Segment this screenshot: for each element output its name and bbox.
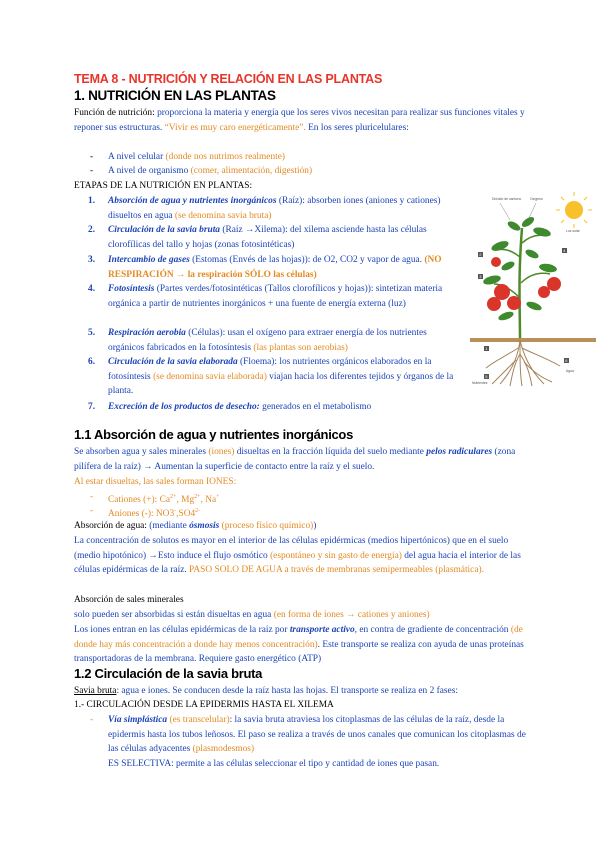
svg-text:3: 3 xyxy=(479,274,482,279)
svg-text:1: 1 xyxy=(485,346,488,351)
roots xyxy=(486,340,560,386)
diagram-label-water: Agua xyxy=(566,369,574,373)
diagram-label-sun: Luz solar xyxy=(566,229,580,233)
intro-label: Función de nutrición: xyxy=(74,108,155,118)
etapas-title: ETAPAS DE LA NUTRICIÓN EN PLANTAS: xyxy=(74,181,253,191)
intro-paragraph xyxy=(74,106,526,135)
cationes-item: Cationes (+): $Ca^{2+}$, $Mg^{2+}$, Na+ xyxy=(108,494,220,506)
dash-marker: - xyxy=(90,715,94,725)
soil-line xyxy=(470,338,596,342)
dash-marker: - xyxy=(90,152,94,162)
svg-text:5: 5 xyxy=(485,374,488,379)
sales-paragraph: solo pueden ser absorbidas si están disueltas en agua (en forma de iones → cationes y aniones) xyxy=(74,610,430,620)
subheading-epidermis-xilema: 1.- CIRCULACIÓN DESDE LA EPIDERMIS HASTA EL XILEMA xyxy=(74,700,334,710)
plant-nutrition-illustration xyxy=(470,188,596,388)
level-item: A nivel de organismo (comer, alimentación, digestión) xyxy=(108,166,313,176)
svg-text:2: 2 xyxy=(479,252,482,257)
level-item: A nivel celular (donde nos nutrimos realmente) xyxy=(108,152,286,162)
diagram-label-nutrients: Nutrientes xyxy=(472,381,488,385)
osmosis-paragraph: La concentración de solutos es mayor en el interior de las células epidérmicas (medios hipertónicos) que en el suelo (medio hipotónico) →Esto induce el flujo osmótico (espontáneo y sin gasto de energía) del agua hacia el interior de las células epidérmicas de la raíz. PASO SOLO DE AGUA a través de membranas semipermeables (plasmática). xyxy=(74,536,521,576)
svg-text:6: 6 xyxy=(565,358,568,363)
document-title: TEMA 8 - NUTRICIÓN Y RELACIÓN EN LAS PLANTAS xyxy=(74,72,383,86)
document-page: TEMA 8 - NUTRICIÓN Y RELACIÓN EN LAS PLANTAS 1. NUTRICIÓN EN LAS PLANTAS Función de nutrición: proporciona la materia y energía que los seres vivos necesitan para realizar sus funciones vitales y reponer sus estructuras. “Vivir es muy caro energéticamente”. En los seres pluricelulares: - A nivel celular (donde nos nutrimos realmente) - A nivel de organismo (comer, alimentación, digestión) ETAPAS DE LA NUTRICIÓN EN PLANTAS: 1. Absorción de agua y nutrientes inorgánicos (Raíz): absorben iones (aniones y cationes) disueltos en agua (se denomina savia bruta) 2. Circulación de la savia bruta (Raíz →Xilema): del xilema asciende hasta las células clorofílicas del tallo y hojas (zonas fotosintéticas) 3. Intercambio de gases (Estomas (Envés de las hojas)): de O2, CO2 y vapor de agua. (NO RESPIRACIÓN → la respiración SÓLO las células) 4. Fotosíntesis (Partes verdes/fotosintéticas (Tallos clorofílicos y hojas)): sintetizan materia orgánica a partir de nutrientes inorgánicos + una fuente de energía externa (luz) 5. Respiración aerobia (Células): usan el oxígeno para extraer energía de los nutrientes orgánicos fabricados en la fotosíntesis (las plantas son aerobias) 6. Circulación de la savia elaborada (Floema): los nutrientes orgánicos elaborados en la fotosíntesis (se denomina savia elaborada) viajan hacia los diferentes tejidos y órganos de la planta. 7. Excreción de los productos de desecho: generados en el metabolismo Dióxido de carbono Oxígeno Luz solar 1 2 3 4 5 6 Agua Nutrientes 1.1 Absorción de agua y nutrientes inorgánicos Se absorben agua y sales minerales (iones) disueltas en la fracción líquida del suelo mediante pelos radiculares (zona pilífera de la raíz) → Aumentan la superficie de contacto entre la raíz y el suelo. Al estar disueltas, las sales forman IONES: - Cationes (+): $Ca^{2+}$, $Mg^{2+}$, Na+ - Aniones (-): $NO3^-,SO4^{2-}$ Absorción de agua: (mediante ósmosis (proceso físico químico)) La concentración de solutos es mayor en el interior de las células epidérmicas (medios hipertónicos) que en el suelo (medio hipotónico) →Esto induce el flujo osmótico (espontáneo y sin gasto de energía) del agua hacia el interior de las células epidérmicas de la raíz. PASO SOLO DE AGUA a través de membranas semipermeables (plasmática). Absorción de sales minerales solo pueden ser absorbidas si están disueltas en agua (en forma de iones → cationes y aniones) Los iones entran en las células epidérmicas de la raíz por transporte activo, en contra de gradiente de concentración (de donde hay más concentración a donde hay menos concentración). Este transporte se realiza con ayuda de unas proteínas transportadoras de la membrana. Requiere gasto energético (ATP) 1.2 Circulación de la savia bruta Savia bruta: agua e iones. Se conducen desde la raíz hasta las hojas. El transporte se realiza en 2 fases: 1.- CIRCULACIÓN DESDE LA EPIDERMIS HASTA EL XILEMA - Vía simplástica (es transcelular): la savia bruta atraviesa los citoplasmas de las células de la raíz, desde la epidermis hasta los tubos leñosos. El paso se realiza a través de unos canales que comunican los citoplasmas de las células adyacentes (plasmodesmos) ES SELECTIVA: permite a las células seleccionar el tipo y cantidad de iones que pasan. xyxy=(0,0,600,848)
sun-icon xyxy=(556,192,592,228)
branch xyxy=(522,235,546,243)
intro-quote: “Vivir es muy caro energéticamente”. xyxy=(162,122,306,133)
savia-bruta-paragraph: Savia bruta: agua e iones. Se conducen desde la raíz hasta las hojas. El transporte se realiza en 2 fases: xyxy=(74,686,458,696)
dash-marker: - xyxy=(90,506,94,516)
diagram-label-o2: Oxígeno xyxy=(530,197,543,201)
dash-marker: - xyxy=(90,492,94,502)
svg-text:4: 4 xyxy=(563,248,566,253)
absorcion-sales-label: Absorción de sales minerales xyxy=(74,595,184,605)
section-heading-nutricion: 1. NUTRICIÓN EN LAS PLANTAS xyxy=(74,88,276,103)
via-simplastica-item: Vía simplástica (es transcelular): la savia bruta atraviesa los citoplasmas de las células de la raíz, desde la epidermis hasta los tubos leñosos. El paso se realiza a través de unos canales que comunican los citoplasmas de las células adyacentes (plasmodesmos) xyxy=(108,715,526,755)
branch xyxy=(521,273,550,283)
transporte-paragraph: Los iones entran en las células epidérmicas de la raíz por transporte activo, en contra de gradiente de concentración (de donde hay más concentración a donde hay menos concentración). Este transporte se realiza con ayuda de unas proteínas transportadoras de la membrana. Requiere gasto energético (ATP) xyxy=(74,625,524,665)
intro-text: proporciona la materia y energía que los seres vivos necesitan para realizar sus funciones vitales y reponer sus estructuras. xyxy=(74,108,525,133)
absorcion-paragraph: Se absorben agua y sales minerales (iones) disueltas en la fracción líquida del suelo mediante pelos radiculares (zona pilífera de la raíz) → Aumentan la superficie de contacto entre la raíz y el suelo. xyxy=(74,447,516,472)
dash-marker: - xyxy=(90,166,94,176)
diagram-label-co2: Dióxido de carbono xyxy=(492,197,522,201)
co2-arrow xyxy=(500,203,510,220)
iones-intro: Al estar disueltas, las sales forman IONES: xyxy=(74,477,237,487)
aniones-item: Aniones (-): $NO3^-,SO4^{2-}$ xyxy=(108,508,201,520)
intro-end: En los seres pluricelulares: xyxy=(305,122,409,133)
branch xyxy=(496,249,521,258)
selectiva-note: ES SELECTIVA: permite a las células seleccionar el tipo y cantidad de iones que pasan. xyxy=(108,759,440,769)
section-heading-circulacion: 1.2 Circulación de la savia bruta xyxy=(74,666,263,681)
absorcion-agua-label: Absorción de agua: (mediante ósmosis (proceso físico químico)) xyxy=(74,521,317,531)
section-heading-absorcion: 1.1 Absorción de agua y nutrientes inorgánicos xyxy=(74,427,354,442)
